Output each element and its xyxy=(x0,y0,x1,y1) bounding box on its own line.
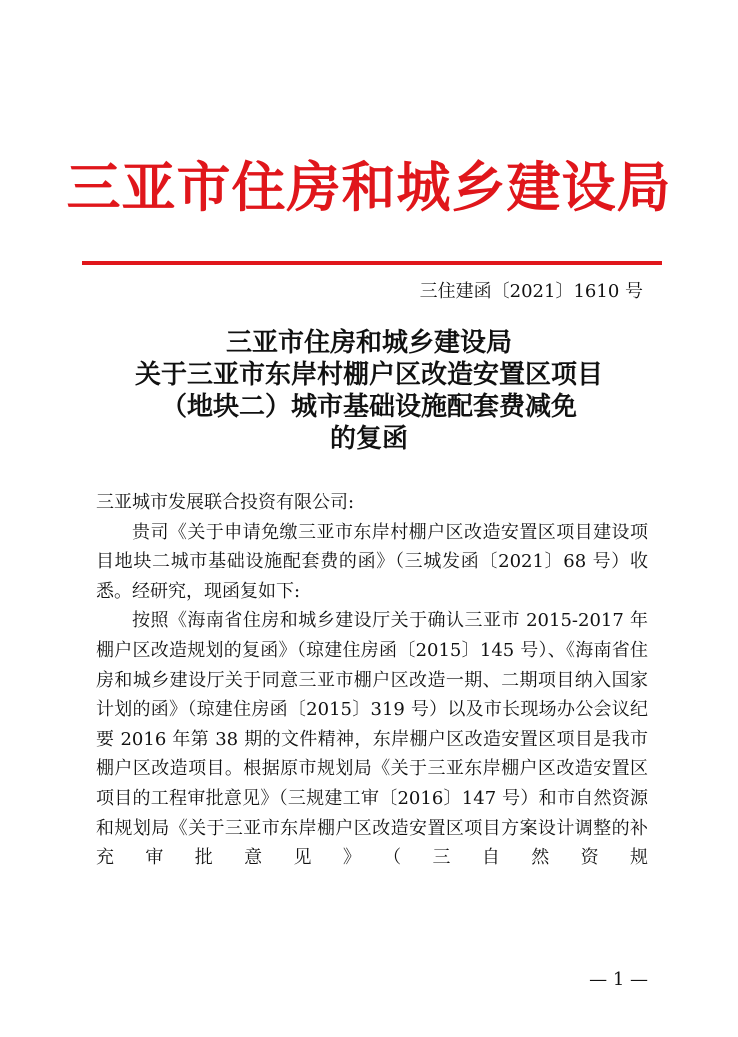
title-line-4: 的复函 xyxy=(329,424,408,454)
title-line-1: 三亚市住房和城乡建设局 xyxy=(225,328,512,358)
paragraph-2: 按照《海南省住房和城乡建设厅关于确认三亚市 2015-2017 年棚户区改造规划的复函》（琼建住房函〔2015〕145 号）、《海南省住房和城乡建设厅关于同意三亚市棚户区改造一期、二期项目纳入国家计划的函》（琼建住房函〔2015〕319 号）以及市长现场办公会议纪要 2016 年第 38 期的文件精神，东岸棚户区改造安置区项目是我市棚户区改造项目。根据原市规划局《关于三亚东岸棚户区改造安置区项目的工程审批意见》（三规建工审〔2016〕147 号）和市自然资源和规划局《关于三亚市东岸棚户区改造安置区项目方案设计调整的补充审批意见》（三自然资规 xyxy=(96,610,648,869)
salutation: 三亚城市发展联合投资有限公司: xyxy=(96,492,355,513)
page-number: — 1 — xyxy=(589,969,648,990)
document-title xyxy=(0,327,738,455)
title-line-3: （地块二）城市基础设施配套费减免 xyxy=(160,392,577,422)
document-number: 三住建函〔2021〕1610 号 xyxy=(419,281,643,302)
document-body xyxy=(96,488,648,873)
agency-header: 三亚市住房和城乡建设局 xyxy=(66,155,672,219)
paragraph-1: 贵司《关于申请免缴三亚市东岸村棚户区改造安置区项目建设项目地块二城市基础设施配套费的函》（三城发函〔2021〕68 号）收悉。经研究，现函复如下: xyxy=(96,521,648,602)
title-line-2: 关于三亚市东岸村棚户区改造安置区项目 xyxy=(134,360,603,390)
red-divider xyxy=(82,261,662,265)
